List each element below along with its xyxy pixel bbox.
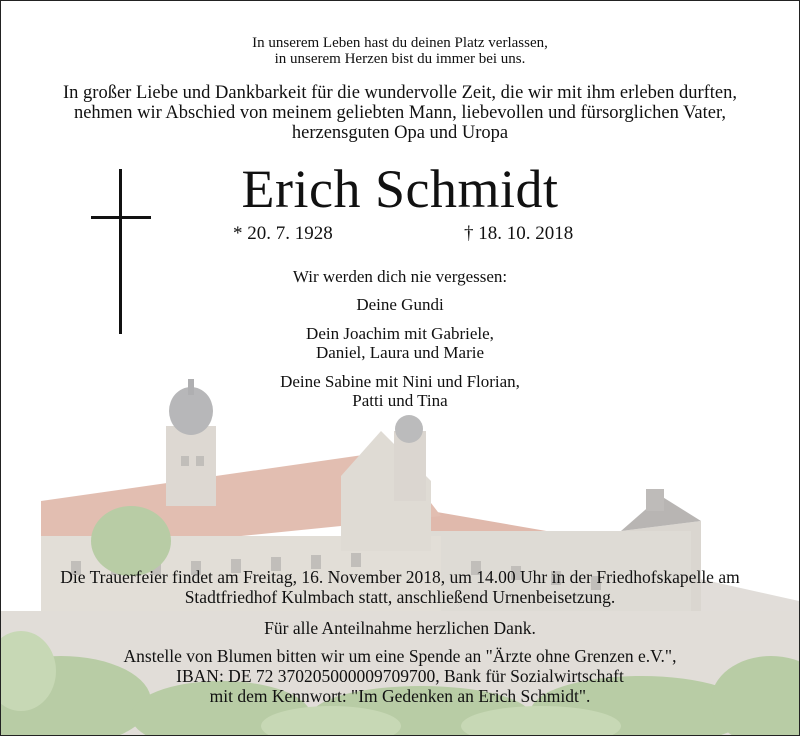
thanks-text: Für alle Anteilnahme herzlichen Dank. [264, 618, 536, 638]
intro-line: In unserem Leben hast du deinen Platz verlassen, [252, 35, 548, 51]
mourner-group [1, 372, 799, 410]
dedication-line: nehmen wir Abschied von meinem geliebten Mann, liebevollen und fürsorglichen Vater, [73, 103, 727, 123]
mourner-group: Deine Gundi [356, 295, 444, 314]
death-date: † 18. 10. 2018 [464, 223, 574, 244]
funeral-line: Die Trauerfeier findet am Freitag, 16. November 2018, um 14.00 Uhr in der Friedhofskapelle am [60, 567, 740, 587]
funeral-line: Stadtfriedhof Kulmbach statt, anschließend Urnenbeisetzung. [184, 587, 616, 607]
mourner-group [1, 324, 799, 362]
dedication-line: In großer Liebe und Dankbarkeit für die wundervolle Zeit, die wir mit ihm erleben durften, [63, 83, 737, 103]
donation-line: IBAN: DE 72 370205000009709700, Bank für Sozialwirtschaft [176, 666, 624, 686]
mourner-line: Daniel, Laura und Marie [315, 343, 485, 362]
funeral-info [1, 567, 799, 607]
mourner-line: Deine Sabine mit Nini und Florian, [280, 372, 520, 391]
birth-date: * 20. 7. 1928 [233, 223, 333, 244]
dedication-line: herzensguten Opa und Uropa [291, 123, 509, 143]
donation-line: Anstelle von Blumen bitten wir um eine Spende an "Ärzte ohne Grenzen e.V.", [123, 646, 677, 666]
deceased-name: Erich Schmidt [241, 159, 559, 219]
mourner-line: Patti und Tina [352, 391, 448, 410]
intro-line: in unserem Herzen bist du immer bei uns. [274, 51, 526, 67]
mourner-line: Dein Joachim mit Gabriele, [306, 324, 494, 343]
mourners-heading: Wir werden dich nie vergessen: [292, 267, 508, 286]
intro-verse [1, 35, 799, 67]
donation-line: mit dem Kennwort: "Im Gedenken an Erich Schmidt". [209, 686, 591, 706]
dedication-text [1, 83, 799, 143]
donation-info [1, 646, 799, 706]
